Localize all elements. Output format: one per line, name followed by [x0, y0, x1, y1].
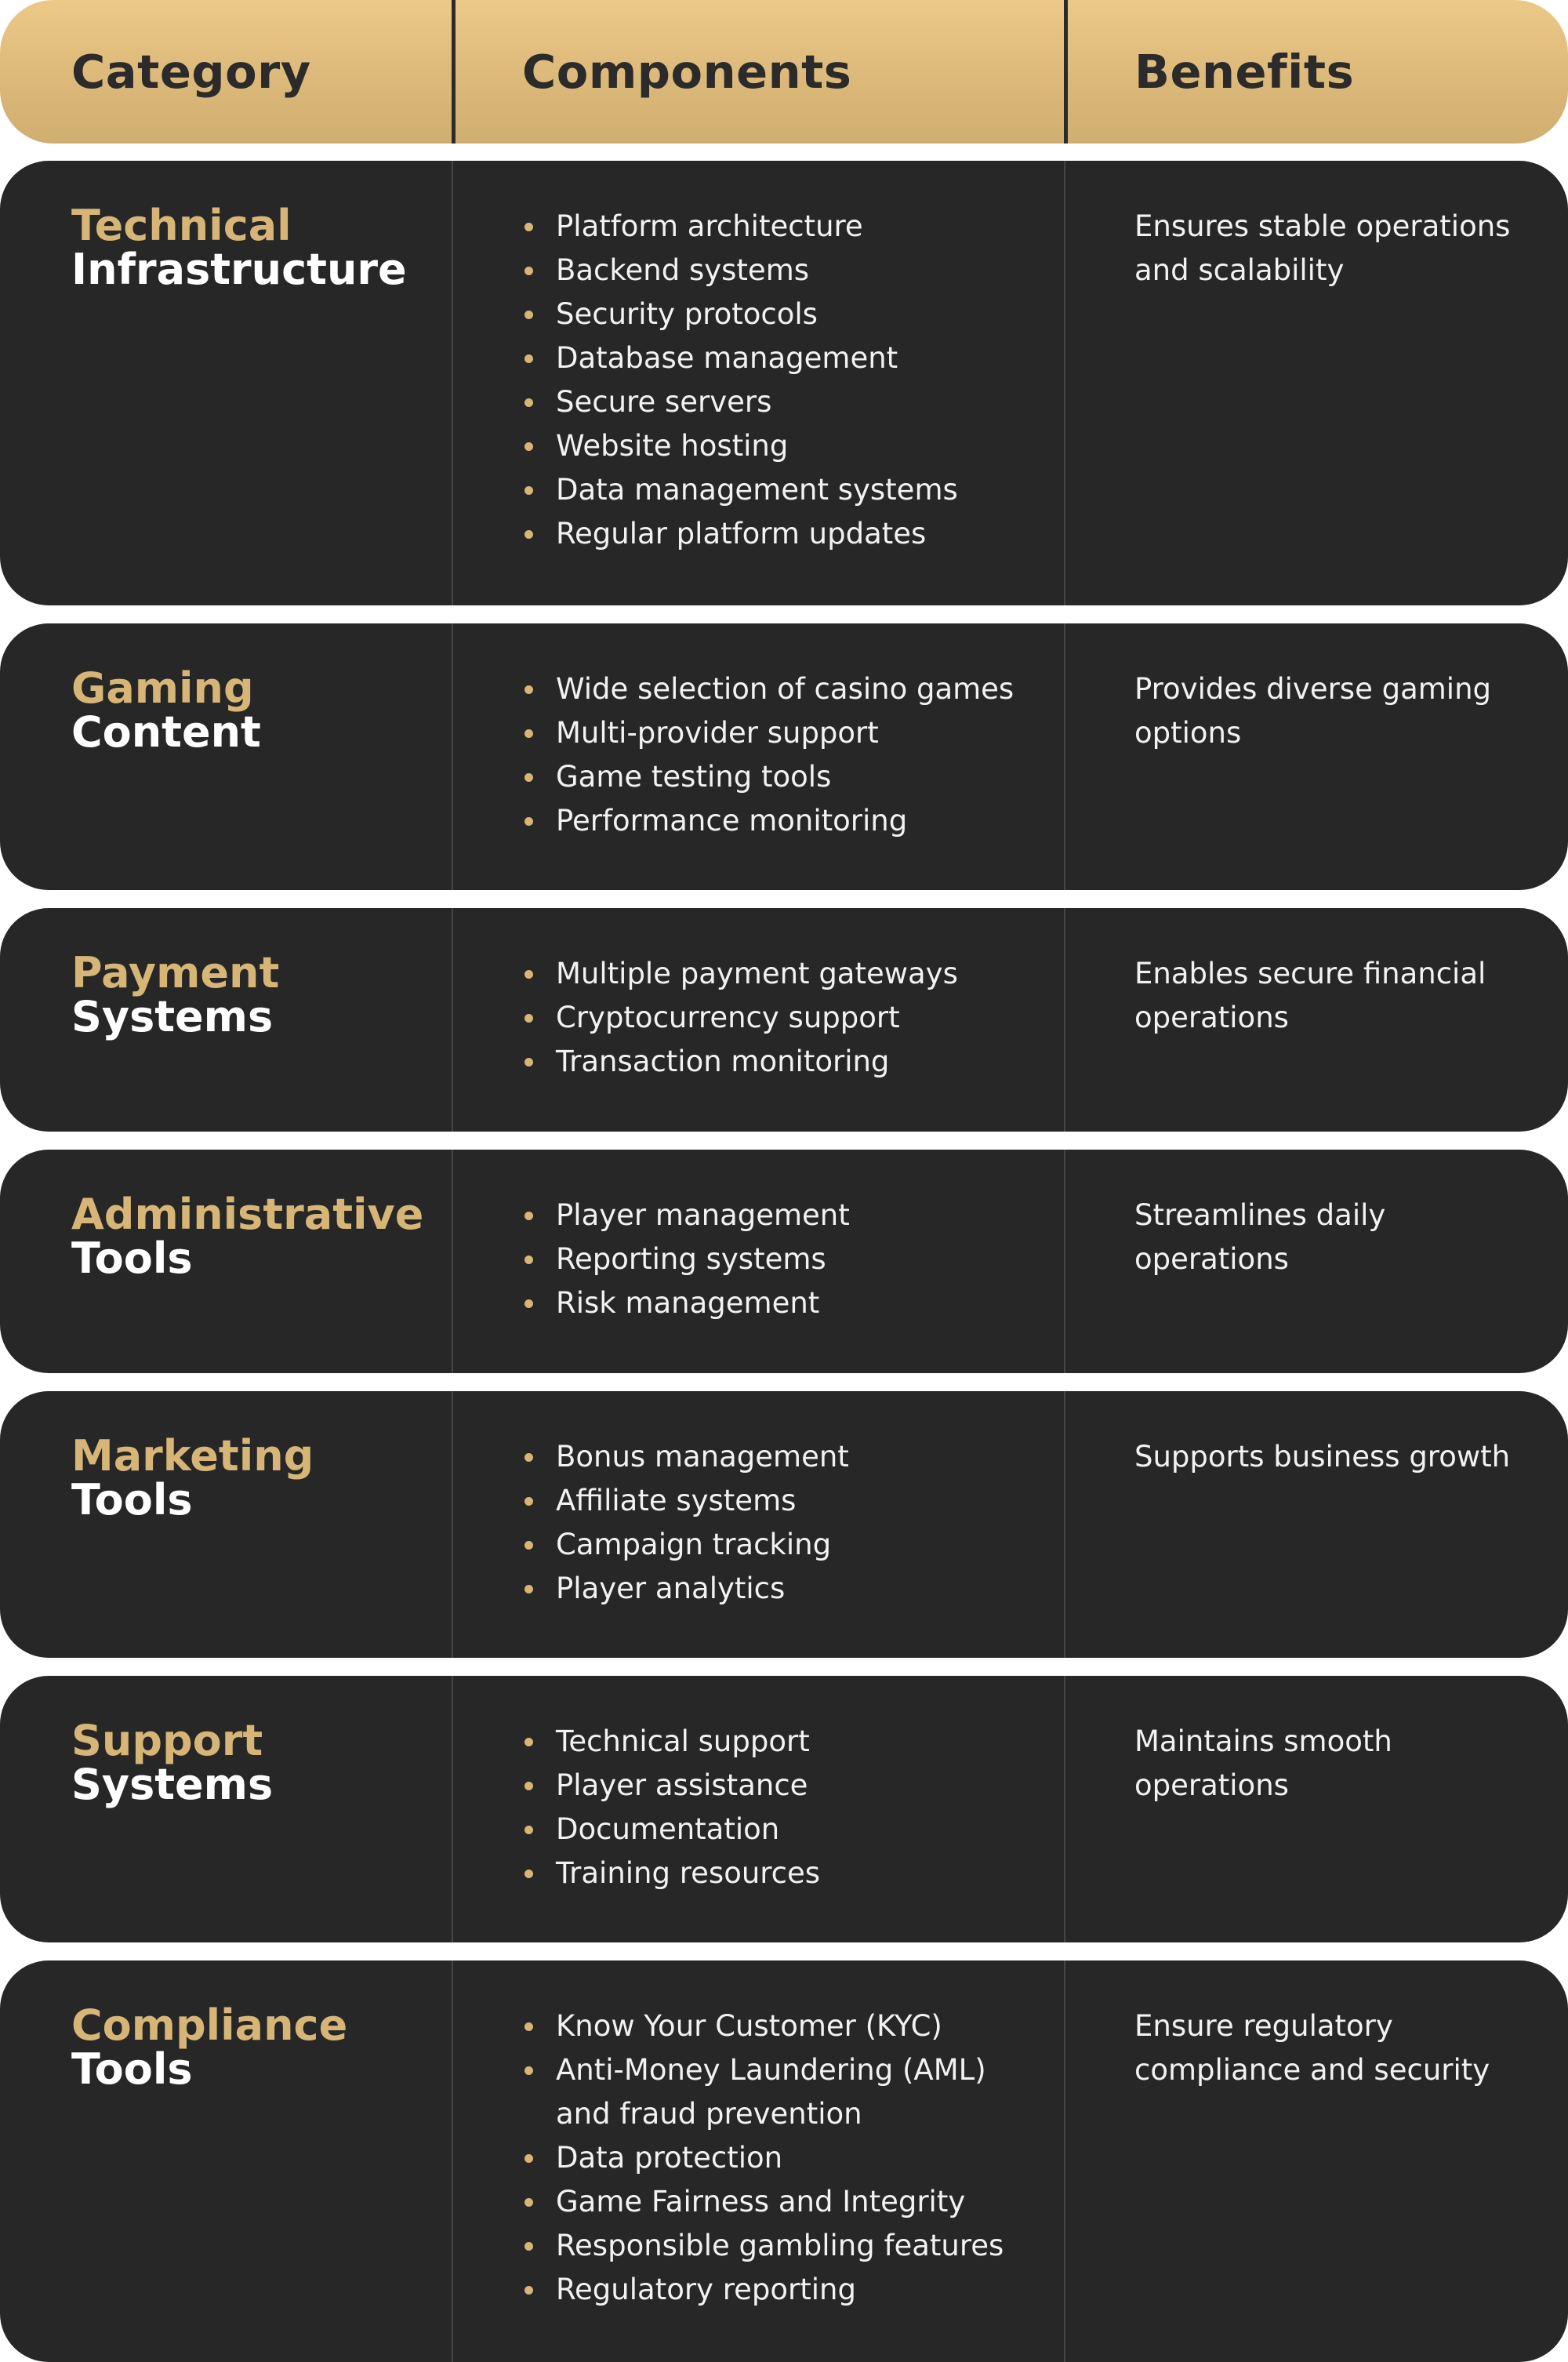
component-text: Security protocols	[556, 297, 818, 331]
component-item	[520, 711, 1014, 755]
component-item	[520, 2136, 1004, 2180]
component-item	[520, 2268, 1004, 2312]
column-divider	[452, 1150, 453, 1373]
component-text: Bonus management	[556, 1440, 849, 1474]
bullet-icon	[524, 2286, 533, 2295]
column-divider	[452, 623, 453, 890]
bullet-icon	[524, 1212, 533, 1220]
component-text: Player management	[556, 1198, 850, 1232]
component-text: Data management systems	[556, 473, 958, 507]
components-list	[520, 205, 958, 556]
bullet-icon	[524, 1782, 533, 1790]
bullet-icon	[524, 1738, 533, 1746]
header-components: Components	[522, 45, 852, 99]
component-item	[520, 667, 1014, 711]
bullet-icon	[524, 2022, 533, 2031]
bullet-icon	[524, 398, 533, 407]
bullet-icon	[524, 1058, 533, 1067]
bullet-icon	[524, 1255, 533, 1264]
component-item	[520, 1281, 850, 1325]
component-item	[520, 512, 958, 556]
table-row	[0, 1960, 1568, 2362]
category-cell	[71, 201, 407, 294]
component-text: Regulatory reporting	[556, 2273, 856, 2306]
category-title: Systems	[71, 1760, 274, 1809]
component-text: Player analytics	[556, 1572, 786, 1605]
category-title-accent: Administrative	[71, 1190, 424, 1239]
components-list	[520, 2004, 1004, 2312]
component-text: Campaign tracking	[556, 1528, 832, 1561]
header-divider	[1064, 0, 1068, 144]
bullet-icon	[524, 354, 533, 363]
column-divider	[452, 1391, 453, 1658]
components-list	[520, 1194, 850, 1325]
bullet-icon	[524, 530, 533, 539]
bullet-icon	[524, 1453, 533, 1462]
header-category: Category	[71, 45, 311, 99]
bullet-icon	[524, 2154, 533, 2163]
bullet-icon	[524, 223, 533, 231]
category-title: Tools	[71, 2044, 193, 2094]
header-divider	[452, 0, 456, 144]
category-cell	[71, 948, 280, 1041]
component-text: Transaction monitoring	[556, 1045, 890, 1078]
component-item	[520, 2004, 1004, 2048]
component-text: Player assistance	[556, 1768, 808, 1802]
column-divider	[1064, 1391, 1065, 1658]
column-divider	[1064, 1150, 1065, 1373]
component-item	[520, 1567, 849, 1611]
bullet-icon	[524, 2066, 533, 2075]
column-divider	[452, 1676, 453, 1942]
category-cell	[71, 1431, 314, 1524]
component-text: Know Your Customer (KYC)	[556, 2009, 942, 2043]
category-cell	[71, 663, 261, 757]
component-item	[520, 205, 958, 249]
component-text: Data protection	[556, 2141, 783, 2175]
category-title-accent: Technical	[71, 201, 292, 250]
components-list	[520, 1435, 849, 1611]
category-title-accent: Support	[71, 1716, 263, 1765]
table-row	[0, 623, 1568, 890]
component-item	[520, 2048, 1004, 2136]
component-item	[520, 380, 958, 424]
component-item	[520, 1040, 958, 1084]
component-item	[520, 1808, 820, 1851]
component-item	[520, 1851, 820, 1895]
component-item	[520, 424, 958, 468]
header-benefits: Benefits	[1134, 45, 1355, 99]
category-cell	[71, 2000, 348, 2094]
bullet-icon	[524, 267, 533, 275]
component-item	[520, 249, 958, 293]
bullet-icon	[524, 970, 533, 979]
component-item	[520, 293, 958, 336]
component-item	[520, 1194, 850, 1237]
benefit-text: Maintains smooth operations	[1134, 1724, 1392, 1802]
component-text: Game testing tools	[556, 760, 832, 794]
component-item	[520, 952, 958, 996]
bullet-icon	[524, 486, 533, 495]
benefit-text: Ensure regulatory compliance and security	[1134, 2009, 1490, 2087]
component-text: Backend systems	[556, 253, 810, 287]
component-item	[520, 996, 958, 1040]
component-text: Multi-provider support	[556, 716, 879, 750]
benefit-text: Supports business growth	[1134, 1440, 1511, 1474]
component-text: Wide selection of casino games	[556, 672, 1014, 706]
column-divider	[1064, 623, 1065, 890]
bullet-icon	[524, 1014, 533, 1023]
component-text: Multiple payment gateways	[556, 957, 958, 990]
component-text: Platform architecture	[556, 209, 863, 243]
column-divider	[1064, 908, 1065, 1132]
benefit-text: Enables secure financial operations	[1134, 957, 1486, 1034]
benefit-text: Ensures stable operations and scalability	[1134, 209, 1511, 287]
components-list	[520, 1720, 820, 1895]
bullet-icon	[524, 2198, 533, 2207]
bullet-icon	[524, 1497, 533, 1506]
component-item	[520, 2180, 1004, 2224]
category-title: Systems	[71, 992, 274, 1041]
component-item	[520, 468, 958, 512]
category-title: Tools	[71, 1475, 193, 1524]
category-title-accent: Compliance	[71, 2000, 348, 2050]
bullet-icon	[524, 773, 533, 782]
component-text: Secure servers	[556, 385, 772, 419]
bullet-icon	[524, 729, 533, 738]
components-list	[520, 667, 1014, 843]
component-item	[520, 1479, 849, 1523]
column-divider	[452, 161, 453, 605]
components-list	[520, 952, 958, 1084]
column-divider	[1064, 1960, 1065, 2362]
table-row	[0, 1150, 1568, 1373]
category-title-accent: Gaming	[71, 663, 254, 713]
component-item	[520, 1435, 849, 1479]
category-title: Infrastructure	[71, 245, 407, 294]
category-title-accent: Marketing	[71, 1431, 314, 1481]
column-divider	[452, 908, 453, 1132]
bullet-icon	[524, 1585, 533, 1593]
component-item	[520, 755, 1014, 799]
component-text: Performance monitoring	[556, 804, 908, 838]
column-divider	[1064, 161, 1065, 605]
component-text: Database management	[556, 341, 898, 375]
bullet-icon	[524, 1826, 533, 1834]
component-text: Cryptocurrency support	[556, 1001, 900, 1034]
bullet-icon	[524, 1870, 533, 1878]
component-text: Game Fairness and Integrity	[556, 2185, 966, 2218]
category-cell	[71, 1190, 424, 1283]
component-item	[520, 1720, 820, 1764]
bullet-icon	[524, 817, 533, 826]
component-item	[520, 1523, 849, 1567]
category-cell	[71, 1716, 274, 1809]
table-row	[0, 161, 1568, 605]
benefit-text: Streamlines daily operations	[1134, 1198, 1386, 1276]
component-text: Technical support	[556, 1724, 810, 1758]
bullet-icon	[524, 442, 533, 451]
category-title: Tools	[71, 1234, 193, 1283]
bullet-icon	[524, 1541, 533, 1550]
category-title: Content	[71, 707, 261, 757]
benefit-text: Provides diverse gaming options	[1134, 672, 1492, 750]
component-text: Risk management	[556, 1286, 820, 1320]
table-row	[0, 1391, 1568, 1658]
component-item	[520, 799, 1014, 843]
component-text: Training resources	[556, 1856, 821, 1890]
table-row	[0, 908, 1568, 1132]
bullet-icon	[524, 1299, 533, 1308]
category-title-accent: Payment	[71, 948, 280, 997]
column-divider	[1064, 1676, 1065, 1942]
bullet-icon	[524, 311, 533, 319]
column-divider	[452, 1960, 453, 2362]
component-text: Affiliate systems	[556, 1484, 797, 1517]
component-text: Regular platform updates	[556, 517, 927, 551]
component-item	[520, 1764, 820, 1808]
component-text: Anti-Money Laundering (AML) and fraud prevention	[556, 2053, 986, 2131]
component-item	[520, 336, 958, 380]
table-row	[0, 1676, 1568, 1942]
component-text: Website hosting	[556, 429, 789, 463]
component-text: Documentation	[556, 1812, 780, 1846]
bullet-icon	[524, 685, 533, 694]
component-item	[520, 2224, 1004, 2268]
table-header	[0, 0, 1568, 144]
bullet-icon	[524, 2242, 533, 2251]
component-text: Reporting systems	[556, 1242, 826, 1276]
component-text: Responsible gambling features	[556, 2229, 1004, 2262]
component-item	[520, 1237, 850, 1281]
